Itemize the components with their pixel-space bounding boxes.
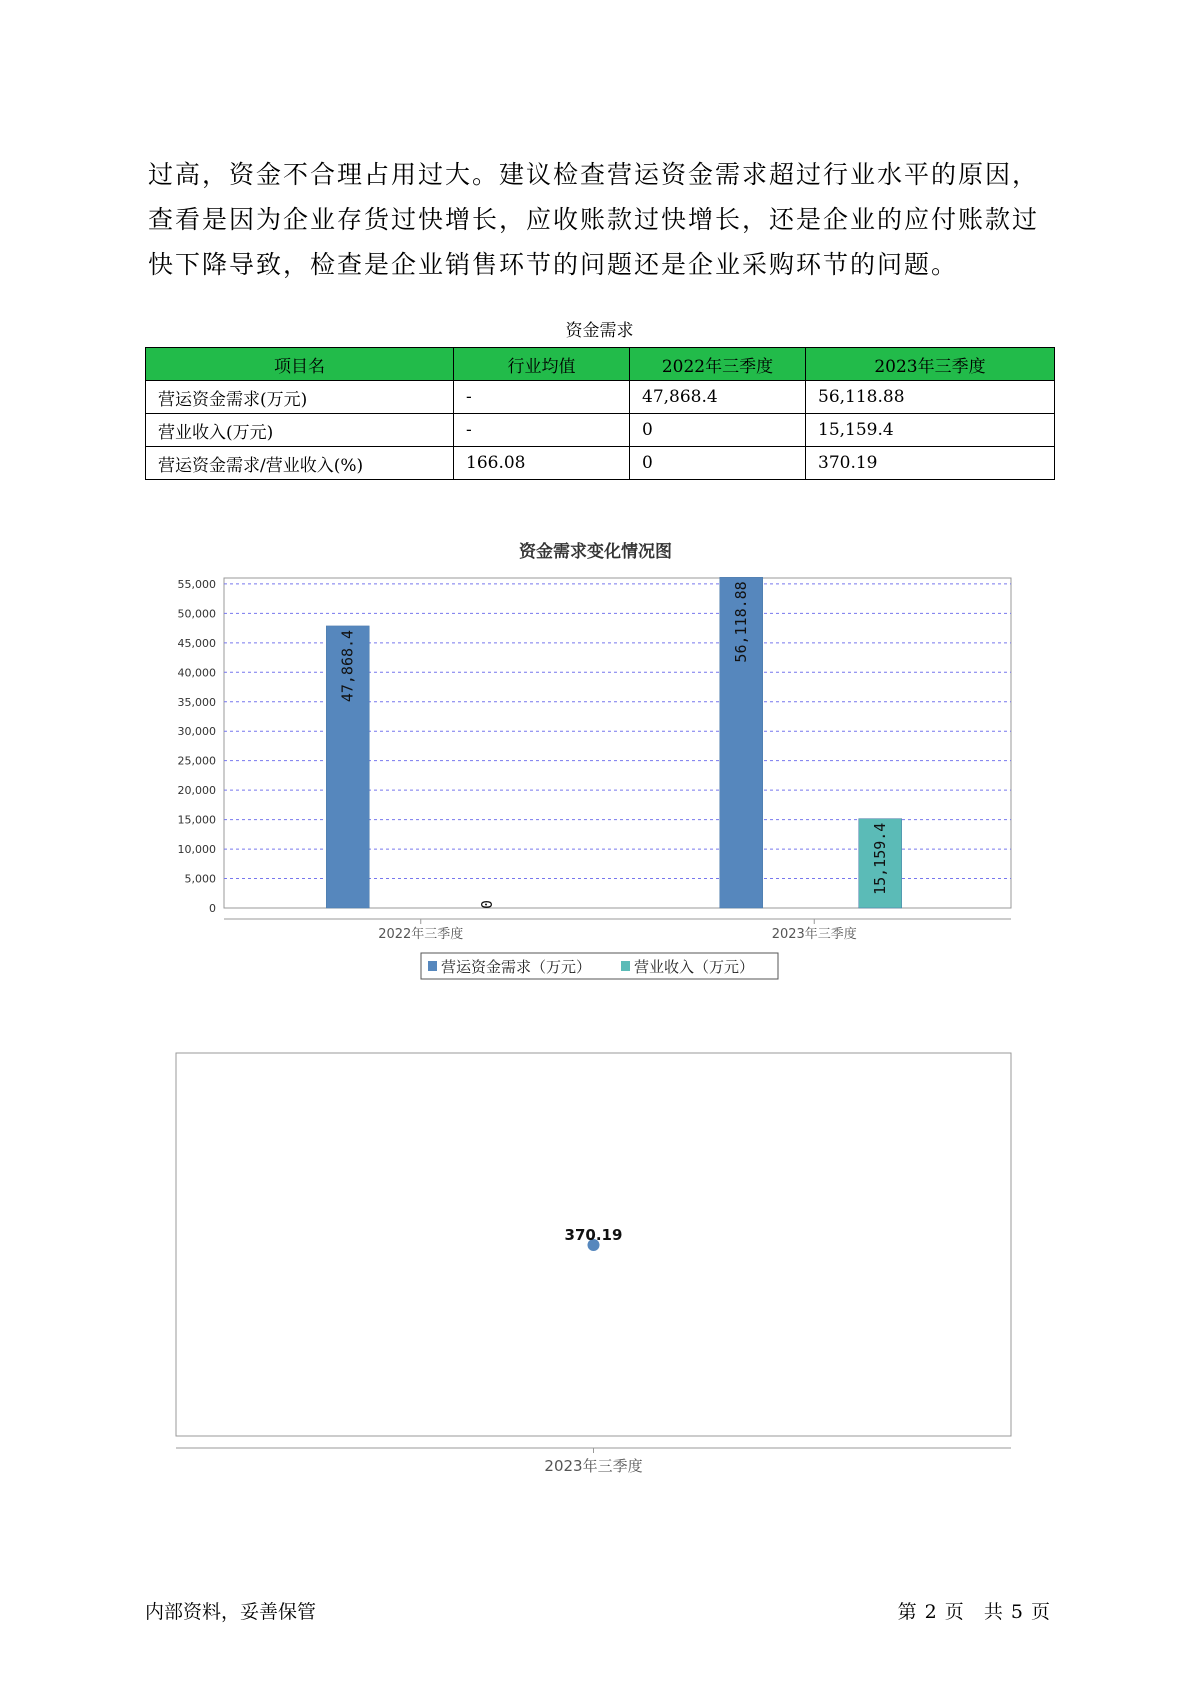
y-tick-label: 55,000 bbox=[177, 577, 216, 591]
table-cell: 15,159.4 bbox=[806, 414, 1055, 447]
point-label: 370.19 bbox=[564, 1226, 623, 1244]
bar-label: 47,868.4 bbox=[338, 629, 357, 703]
page-prefix: 第 bbox=[897, 1601, 917, 1623]
table-cell: - bbox=[454, 414, 630, 447]
x-tick-label: 2023年三季度 bbox=[771, 927, 857, 942]
table-cell: 166.08 bbox=[454, 447, 630, 480]
footer-note: 内部资料，妥善保管 bbox=[145, 1601, 317, 1623]
bar-label: 0 bbox=[477, 900, 496, 910]
table-header-cell: 项目名 bbox=[146, 348, 454, 381]
table-cell: 0 bbox=[630, 447, 806, 480]
legend-label: 营运资金需求（万元） bbox=[441, 958, 592, 976]
y-tick-label: 50,000 bbox=[177, 607, 216, 621]
y-tick-label: 25,000 bbox=[177, 754, 216, 768]
table-cell: 0 bbox=[630, 414, 806, 447]
chart-title: 资金需求变化情况图 bbox=[519, 542, 672, 562]
table-cell: 营运资金需求/营业收入(%) bbox=[146, 447, 454, 480]
y-tick-label: 15,000 bbox=[177, 813, 216, 827]
table-cell: - bbox=[454, 381, 630, 414]
table-title: 资金需求 bbox=[565, 321, 634, 341]
page-indicator bbox=[894, 1597, 1054, 1624]
page-total: 5 bbox=[1010, 1601, 1023, 1623]
y-tick-label: 40,000 bbox=[177, 666, 216, 680]
table-cell: 370.19 bbox=[806, 447, 1055, 480]
table-cell: 56,118.88 bbox=[806, 381, 1055, 414]
page-unit: 页 bbox=[944, 1601, 964, 1623]
y-tick-label: 35,000 bbox=[177, 695, 216, 709]
legend-swatch bbox=[621, 961, 630, 971]
legend-label: 营业收入（万元） bbox=[634, 958, 755, 976]
y-tick-label: 10,000 bbox=[177, 843, 216, 857]
page-current: 2 bbox=[924, 1601, 937, 1623]
bar-label: 15,159.4 bbox=[871, 822, 890, 895]
body-paragraph: 过高，资金不合理占用过大。建议检查营运资金需求超过行业水平的原因，查看是因为企业存货过快增长，应收账款过快增长，还是企业的应付账款过快下降导致，检查是企业销售环节的问题还是企业采购环节的问题。 bbox=[148, 160, 1040, 279]
table-header-cell: 行业均值 bbox=[454, 348, 630, 381]
table-header-cell: 2022年三季度 bbox=[630, 348, 806, 381]
bar-label: 56,118.88 bbox=[732, 581, 751, 663]
legend-swatch bbox=[428, 961, 437, 971]
y-tick-label: 0 bbox=[209, 902, 216, 915]
y-tick-label: 45,000 bbox=[177, 636, 216, 650]
table-cell: 47,868.4 bbox=[630, 381, 806, 414]
x-tick-label: 2023年三季度 bbox=[544, 1457, 643, 1475]
table-cell: 营运资金需求(万元) bbox=[146, 381, 454, 414]
total-unit: 页 bbox=[1030, 1601, 1050, 1623]
x-tick-label: 2022年三季度 bbox=[378, 927, 464, 942]
total-prefix: 共 bbox=[983, 1601, 1003, 1623]
y-tick-label: 20,000 bbox=[177, 784, 216, 798]
y-tick-label: 30,000 bbox=[177, 725, 216, 739]
y-tick-label: 5,000 bbox=[184, 872, 216, 886]
table-cell: 营业收入(万元) bbox=[146, 414, 454, 447]
table-header-cell: 2023年三季度 bbox=[806, 348, 1055, 381]
